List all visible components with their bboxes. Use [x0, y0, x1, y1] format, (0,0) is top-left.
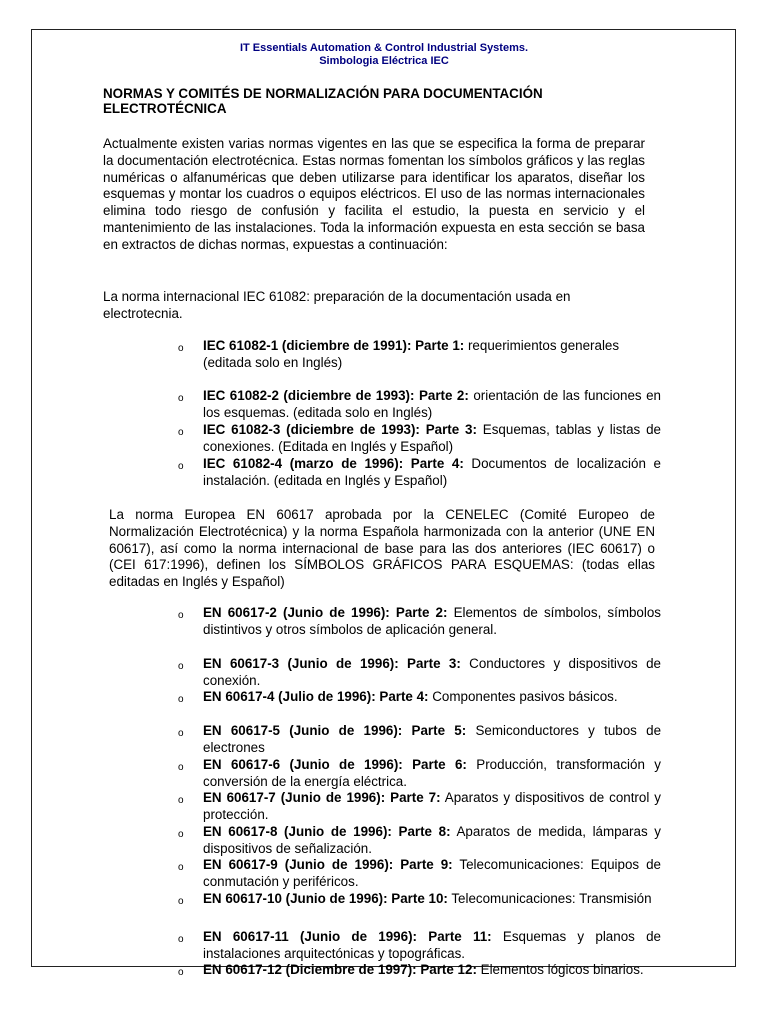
- list-item-description: Conductores y dispositivos de conexión.: [203, 656, 661, 688]
- list-item: [203, 689, 661, 706]
- list-item: [203, 656, 661, 690]
- list-item-code: EN 60617-4 (Julio de 1996): Parte 4:: [203, 689, 429, 704]
- list-item-code: EN 60617-10 (Junio de 1996): Parte 10:: [203, 891, 448, 906]
- intro-paragraph: Actualmente existen varias normas vigentes en las que se especifica la forma de preparar la documentación electrotécnica. Estas normas fomentan los símbolos gráficos y las reglas numéricas o alfanuméricas que deben utilizarse para identificar los aparatos, diseñar los esquemas y montar los cuadros o equipos eléctricos. El uso de las normas internacionales elimina todo riesgo de confusión y facilita el estudio, la puesta en servicio y el mantenimiento de las instalaciones. Toda la información expuesta en esta sección se basa en extractos de dichas normas, expuestas a continuación:: [103, 136, 645, 252]
- list-bullet: o: [178, 343, 184, 354]
- section-title: NORMAS Y COMITÉS DE NORMALIZACIÓN PARA DOCUMENTACIÓN ELECTROTÉCNICA: [103, 86, 543, 116]
- list-bullet: o: [178, 461, 184, 472]
- iec-intro-paragraph: La norma internacional IEC 61082: preparación de la documentación usada en electrotecnia.: [103, 289, 571, 321]
- list-item-note: (editada solo en Inglés): [203, 354, 343, 370]
- list-item: [203, 962, 661, 979]
- list-item-description: requerimientos generales: [464, 338, 620, 353]
- list-bullet: o: [178, 694, 184, 705]
- list-bullet: o: [178, 795, 184, 806]
- list-bullet: o: [178, 728, 184, 739]
- list-bullet: o: [178, 967, 184, 978]
- list-item-code: EN 60617-12 (Diciembre de 1997): Parte 12:: [203, 962, 477, 977]
- list-item: [203, 605, 661, 639]
- list-bullet: o: [178, 862, 184, 873]
- list-item-description: Esquemas y planos de instalaciones arquitectónicas y topográficas.: [203, 929, 661, 961]
- list-item: [203, 338, 661, 372]
- list-item-description: Telecomunicaciones: Equipos de conmutación y periféricos.: [203, 857, 661, 889]
- list-item-code: EN 60617-9 (Junio de 1996): Parte 9:: [203, 857, 453, 872]
- list-item: [203, 456, 661, 490]
- list-item-description: orientación de las funciones en los esquemas. (editada solo en Inglés): [203, 388, 661, 420]
- list-item-code: EN 60617-8 (Junio de 1996): Parte 8:: [203, 824, 451, 839]
- list-item-code: EN 60617-6 (Junio de 1996): Parte 6:: [203, 757, 467, 772]
- list-item-code: EN 60617-3 (Junio de 1996): Parte 3:: [203, 656, 461, 671]
- header-line-2: Simbologia Eléctrica IEC: [319, 55, 449, 67]
- list-bullet: o: [178, 661, 184, 672]
- list-item-code: EN 60617-7 (Junio de 1996): Parte 7:: [203, 790, 441, 805]
- en-intro-paragraph: La norma Europea EN 60617 aprobada por la CENELEC (Comité Europeo de Normalización Electrotécnica) y la norma Española harmonizada con la anterior (UNE EN 60617), así como la norma internacional de base para las dos anteriores (IEC 60617) o (CEI 617:1996), definen los SÍMBOLOS GRÁFICOS PARA ESQUEMAS: (todas ellas editadas en Inglés y Español): [109, 507, 655, 590]
- list-item: [203, 757, 661, 791]
- list-item-code: EN 60617-2 (Junio de 1996): Parte 2:: [203, 605, 448, 620]
- list-bullet: o: [178, 829, 184, 840]
- list-bullet: o: [178, 762, 184, 773]
- list-item-description: Producción, transformación y conversión de la energía eléctrica.: [203, 757, 662, 789]
- list-item-description: Componentes pasivos básicos.: [428, 689, 618, 704]
- list-item-description: Elementos de símbolos, símbolos distintivos y otros símbolos de aplicación general.: [203, 605, 662, 637]
- list-item-description: Telecomunicaciones: Transmisión: [447, 891, 652, 906]
- list-item: [203, 891, 661, 908]
- list-item-description: Documentos de localización e instalación. (editada en Inglés y Español): [203, 456, 661, 488]
- header-line-1: IT Essentials Automation & Control Industrial Systems.: [239, 42, 529, 54]
- list-item: [203, 723, 661, 757]
- list-bullet: o: [178, 610, 184, 621]
- list-bullet: o: [178, 393, 184, 404]
- list-item-description: Aparatos y dispositivos de control y protección.: [203, 790, 661, 822]
- list-item-code: IEC 61082-1 (diciembre de 1991): Parte 1:: [203, 338, 465, 353]
- list-item-code: EN 60617-5 (Junio de 1996): Parte 5:: [203, 723, 467, 738]
- list-item: [203, 388, 661, 422]
- list-item-description: Elementos lógicos binarios.: [476, 962, 644, 977]
- list-bullet: o: [178, 427, 184, 438]
- list-item-description: Aparatos de medida, lámparas y dispositivos de señalización.: [203, 824, 662, 856]
- list-item-description: Esquemas, tablas y listas de conexiones. (Editada en Inglés y Español): [203, 422, 661, 454]
- list-item: [203, 824, 661, 858]
- list-item-code: IEC 61082-2 (diciembre de 1993): Parte 2:: [203, 388, 469, 403]
- list-item-code: EN 60617-11 (Junio de 1996): Parte 11:: [203, 929, 492, 944]
- list-bullet: o: [178, 934, 184, 945]
- list-item: [203, 929, 661, 963]
- list-item-description: Semiconductores y tubos de electrones: [203, 723, 662, 755]
- list-item: [203, 857, 661, 891]
- list-item: [203, 790, 661, 824]
- list-item: [203, 422, 661, 456]
- list-bullet: o: [178, 896, 184, 907]
- list-item-code: IEC 61082-3 (diciembre de 1993): Parte 3:: [203, 422, 477, 437]
- list-item-code: IEC 61082-4 (marzo de 1996): Parte 4:: [203, 456, 464, 471]
